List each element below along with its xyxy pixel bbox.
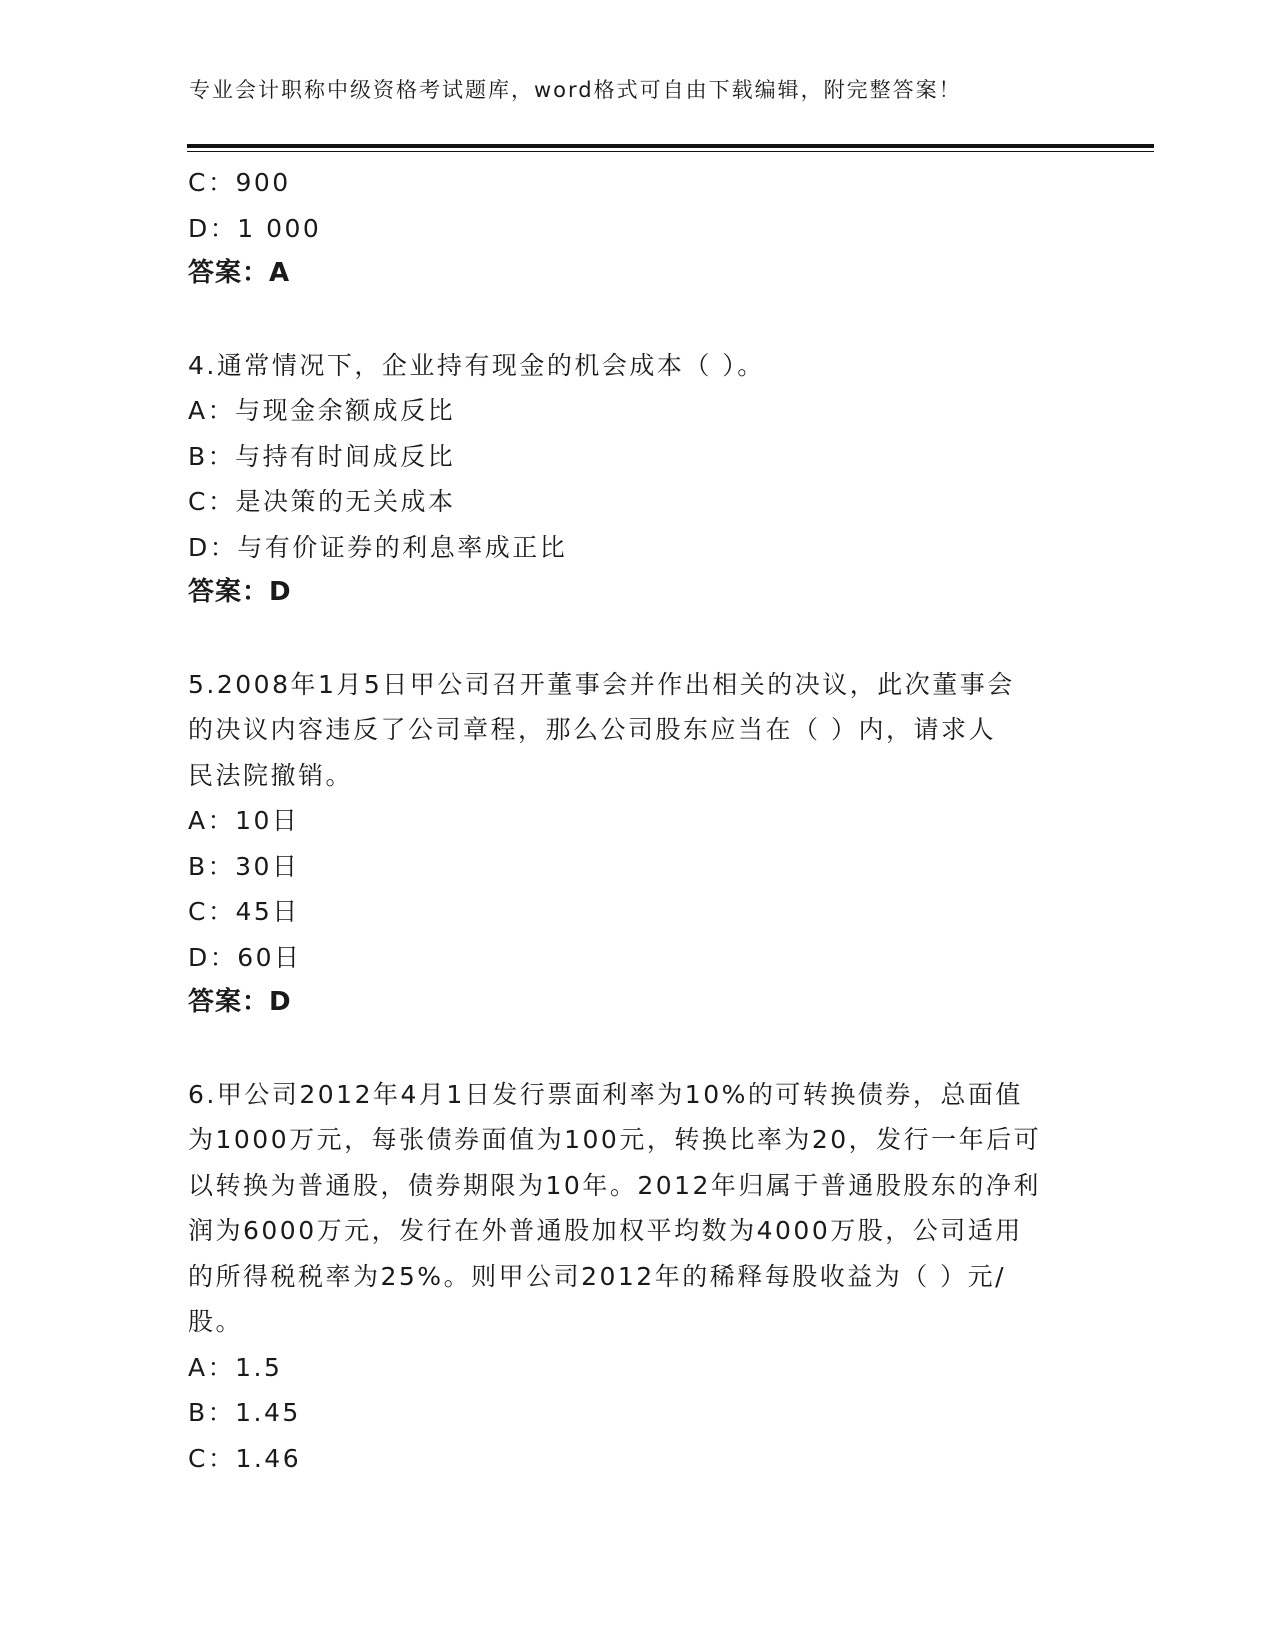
option-c: C：是决策的无关成本 [188,487,456,516]
option-d: D：1 000 [188,213,322,243]
option-a: A：与现金余额成反比 [188,396,456,425]
question-text: 股。 [188,1307,244,1336]
question-text: 润为6000万元，发行在外普通股加权平均数为4000万股，公司适用 [188,1216,1023,1245]
partial-question [188,160,1088,297]
answer: 答案：A [188,258,291,288]
question-6 [188,1072,1088,1482]
option-d: D：与有价证券的利息率成正比 [188,532,568,562]
answer: 答案：D [188,577,292,607]
option-c: C：900 [188,168,291,197]
page-header: 专业会计职称中级资格考试题库，word格式可自由下载编辑，附完整答案！ [189,78,962,102]
option-b: B：30日 [188,851,300,881]
content-body [188,160,1088,1481]
answer: 答案：D [188,987,292,1017]
option-a: A：10日 [188,806,300,835]
header-rule-thick [187,144,1154,148]
option-b: B：1.45 [188,1398,301,1427]
question-5 [188,662,1088,1026]
question-text: 以转换为普通股，债券期限为10年。2012年归属于普通股股东的净利 [188,1170,1041,1200]
question-text: 4.通常情况下，企业持有现金的机会成本（ ）。 [188,350,765,380]
question-text: 6.甲公司2012年4月1日发行票面利率为10%的可转换债券，总面值 [188,1079,1023,1109]
option-c: C：45日 [188,897,300,926]
question-text: 的所得税税率为25%。则甲公司2012年的稀释每股收益为（ ）元/ [188,1261,1007,1291]
question-text: 为1000万元，每张债券面值为100元，转换比率为20，发行一年后可 [188,1125,1042,1154]
question-text: 的决议内容违反了公司章程，那么公司股东应当在（ ）内，请求人 [188,715,996,744]
question-text: 5.2008年1月5日甲公司召开董事会并作出相关的决议，此次董事会 [188,669,1015,699]
option-b: B：与持有时间成反比 [188,441,456,471]
question-text: 民法院撤销。 [188,760,354,790]
option-a: A：1.5 [188,1352,283,1382]
option-d: D：60日 [188,942,302,972]
question-4 [188,343,1088,616]
header-rule-thin [187,151,1154,152]
option-c: C：1.46 [188,1443,302,1473]
